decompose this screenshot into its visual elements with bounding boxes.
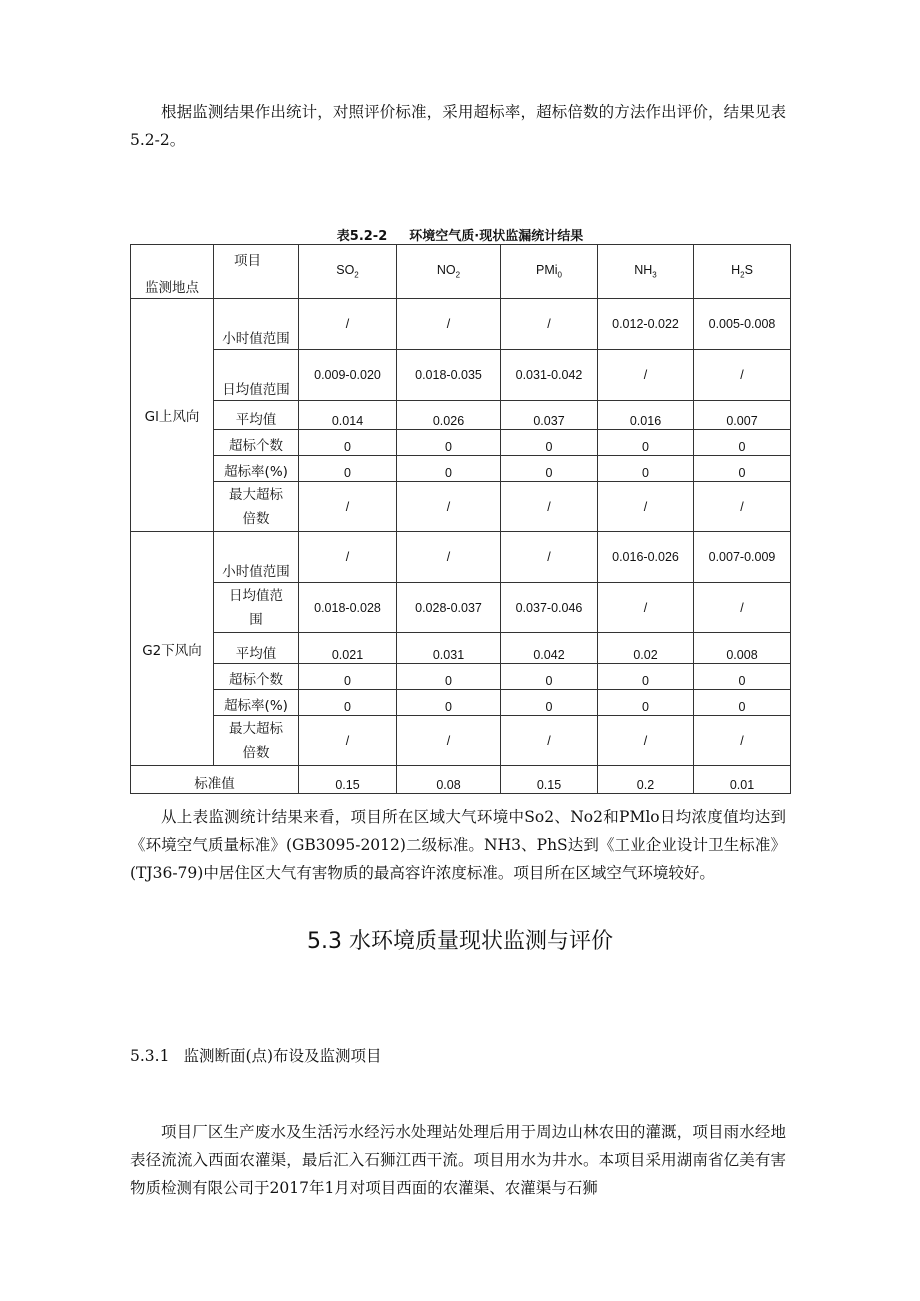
value-cell: 0.008 xyxy=(694,633,791,664)
value-cell: / xyxy=(598,482,694,532)
header-pollutant: PMi$_0$ xyxy=(501,245,598,299)
value-cell: 0 xyxy=(694,690,791,716)
value-cell: 0 xyxy=(694,456,791,482)
table-row xyxy=(131,350,791,401)
value-cell: 0.021 xyxy=(299,633,397,664)
value-cell: 0.007-0.009 xyxy=(694,532,791,583)
value-cell: / xyxy=(694,482,791,532)
table-row xyxy=(131,299,791,350)
value-cell: 0 xyxy=(397,456,501,482)
header-pollutant: $NH_3$ xyxy=(598,245,694,299)
subsection-heading xyxy=(130,1044,382,1066)
subsection-title: 监测断面(点)布设及监测项目 xyxy=(183,1047,382,1065)
value-cell: 0.042 xyxy=(501,633,598,664)
item-cell: 最大超标倍数 xyxy=(214,716,299,766)
section-heading: 5.3 水环境质量现状监测与评价 xyxy=(307,929,613,954)
value-cell: 0 xyxy=(299,456,397,482)
value-cell: / xyxy=(397,299,501,350)
value-cell: 0 xyxy=(694,430,791,456)
value-cell: / xyxy=(501,299,598,350)
value-cell: / xyxy=(397,532,501,583)
value-cell: 0 xyxy=(397,664,501,690)
value-cell: 0.016 xyxy=(598,401,694,430)
value-cell: / xyxy=(694,583,791,633)
item-cell: 超标个数 xyxy=(214,430,299,456)
value-cell: 0 xyxy=(501,456,598,482)
value-cell: 0.037-0.046 xyxy=(501,583,598,633)
item-cell: 超标率(%) xyxy=(214,690,299,716)
water-paragraph: 项目厂区生产废水及生活污水经污水处理站处理后用于周边山林农田的灌溉，项目雨水经地表径流流入西面农灌渠，最后汇入石狮江西干流。项目用水为井水。本项目采用湖南省亿美有害物质检测有限公司于2017年1月对项目西面的农灌渠、农灌渠与石狮 xyxy=(130,1123,786,1197)
conclusion-paragraph: 从上表监测统计结果来看，项目所在区域大气环境中So2、No2和PMlo日均浓度值均达到《环境空气质量标准》(GB3095-2012)二级标准。NH3、PhS达到《工业企业设计卫生标准》(TJ36-79)中居住区大气有害物质的最高容许浓度标准。项目所在区域空气环境较好。 xyxy=(130,808,786,882)
value-cell: 0.018-0.035 xyxy=(397,350,501,401)
header-pollutant: $NO_2$ xyxy=(397,245,501,299)
item-cell: 小时值范围 xyxy=(214,299,299,350)
value-cell: 0.005-0.008 xyxy=(694,299,791,350)
value-cell: / xyxy=(397,482,501,532)
value-cell: 0 xyxy=(397,690,501,716)
header-location-label: 监测地点 xyxy=(145,280,199,296)
value-cell: / xyxy=(598,716,694,766)
value-cell: 0 xyxy=(397,430,501,456)
value-cell: / xyxy=(598,350,694,401)
item-cell: 平均值 xyxy=(214,401,299,430)
standard-row xyxy=(131,766,791,794)
value-cell: 0 xyxy=(501,664,598,690)
value-cell: 0 xyxy=(299,430,397,456)
header-pollutant: $H_2S$ xyxy=(694,245,791,299)
value-cell: 0.007 xyxy=(694,401,791,430)
monitoring-results-table xyxy=(130,244,791,794)
value-cell: 0.009-0.020 xyxy=(299,350,397,401)
table-row xyxy=(131,664,791,690)
table-row xyxy=(131,401,791,430)
table-caption-title: 环境空气质·现状监漏统计结果 xyxy=(409,229,584,244)
item-cell: 小时值范围 xyxy=(214,532,299,583)
header-item-label: 项目 xyxy=(214,245,299,299)
table-row xyxy=(131,583,791,633)
value-cell: / xyxy=(598,583,694,633)
table-row xyxy=(131,716,791,766)
subsection-number: 5.3.1 xyxy=(130,1047,170,1065)
value-cell: 0.02 xyxy=(598,633,694,664)
item-cell: 超标个数 xyxy=(214,664,299,690)
location-cell: Gl上风向 xyxy=(131,299,214,532)
item-cell: 平均值 xyxy=(214,633,299,664)
table-caption-number: 表5.2-2 xyxy=(336,229,388,244)
value-cell: 0.037 xyxy=(501,401,598,430)
value-cell: 0 xyxy=(598,456,694,482)
standard-value: 0.08 xyxy=(397,766,501,794)
intro-paragraph: 根据监测结果作出统计，对照评价标准，采用超标率，超标倍数的方法作出评价，结果见表5.2-2。 xyxy=(130,103,786,149)
location-cell: G2下风向 xyxy=(131,532,214,766)
table-header-row xyxy=(131,245,791,299)
table-row xyxy=(131,456,791,482)
item-cell: 日均值范围 xyxy=(214,350,299,401)
value-cell: 0.028-0.037 xyxy=(397,583,501,633)
value-cell: / xyxy=(501,482,598,532)
value-cell: 0 xyxy=(694,664,791,690)
value-cell: / xyxy=(299,716,397,766)
value-cell: 0 xyxy=(501,690,598,716)
standard-value: 0.2 xyxy=(598,766,694,794)
value-cell: 0 xyxy=(598,664,694,690)
value-cell: 0.014 xyxy=(299,401,397,430)
value-cell: 0 xyxy=(299,690,397,716)
value-cell: 0 xyxy=(501,430,598,456)
value-cell: 0.018-0.028 xyxy=(299,583,397,633)
value-cell: / xyxy=(397,716,501,766)
value-cell: / xyxy=(501,532,598,583)
item-cell: 日均值范围 xyxy=(214,583,299,633)
header-pollutant: $SO_2$ xyxy=(299,245,397,299)
value-cell: / xyxy=(501,716,598,766)
value-cell: 0 xyxy=(598,690,694,716)
value-cell: 0 xyxy=(299,664,397,690)
standard-label: 标准值 xyxy=(131,766,299,794)
value-cell: 0.031 xyxy=(397,633,501,664)
table-row xyxy=(131,690,791,716)
value-cell: 0.012-0.022 xyxy=(598,299,694,350)
table-row xyxy=(131,430,791,456)
table-caption xyxy=(130,225,790,244)
header-corner-cell xyxy=(131,245,214,299)
item-cell: 超标率(%) xyxy=(214,456,299,482)
value-cell: 0.026 xyxy=(397,401,501,430)
standard-value: 0.01 xyxy=(694,766,791,794)
table-row xyxy=(131,532,791,583)
value-cell: 0.031-0.042 xyxy=(501,350,598,401)
value-cell: / xyxy=(694,716,791,766)
value-cell: / xyxy=(299,482,397,532)
value-cell: / xyxy=(299,299,397,350)
value-cell: / xyxy=(299,532,397,583)
value-cell: 0 xyxy=(598,430,694,456)
table-row xyxy=(131,633,791,664)
table-row xyxy=(131,482,791,532)
value-cell: / xyxy=(694,350,791,401)
item-cell: 最大超标倍数 xyxy=(214,482,299,532)
standard-value: 0.15 xyxy=(299,766,397,794)
standard-value: 0.15 xyxy=(501,766,598,794)
value-cell: 0.016-0.026 xyxy=(598,532,694,583)
